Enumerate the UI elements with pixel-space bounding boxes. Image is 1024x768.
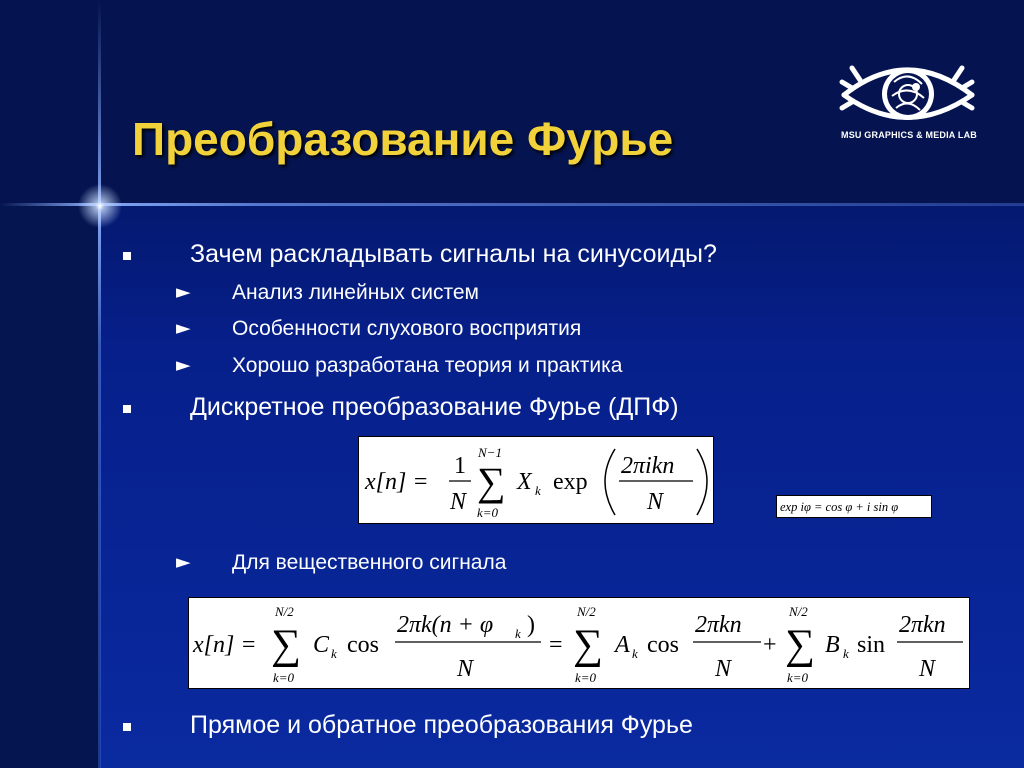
left-band: [0, 205, 100, 768]
formula-lhs: x[n] =: [365, 469, 429, 495]
formula-arg-num: 2πikn: [621, 453, 675, 479]
formula-b: B: [825, 632, 840, 658]
logo-caption: MSU GRAPHICS & MEDIA LAB: [841, 130, 977, 140]
formula-frac-den: N: [450, 489, 467, 515]
formula-sum-bottom: k=0: [273, 670, 295, 685]
arrow-bullet-icon: ►: [176, 551, 191, 573]
bullet-text: Дискретное преобразование Фурье (ДПФ): [190, 393, 679, 421]
sub-item-text: Для вещественного сигнала: [232, 551, 507, 574]
formula-cos: cos: [347, 632, 379, 658]
formula-cos: cos: [647, 632, 679, 658]
real-signal-formula: [188, 597, 970, 689]
formula-frac-num: 1: [454, 453, 466, 479]
formula-num1: 2πk(n + φ: [397, 612, 494, 638]
formula-sum-bottom: k=0: [575, 670, 597, 685]
square-bullet-icon: [123, 405, 131, 413]
formula-c: C: [313, 632, 330, 658]
bullet-text: Зачем раскладывать сигналы на синусоиды?: [190, 240, 717, 268]
arrow-bullet-icon: ►: [176, 281, 191, 303]
formula-arg-den: N: [647, 489, 664, 515]
euler-formula: [776, 495, 932, 518]
formula-term-sub: k: [535, 483, 541, 498]
arrow-bullet-icon: ►: [176, 317, 191, 339]
formula-a-sub: k: [632, 646, 638, 661]
sub-item-text: Особенности слухового восприятия: [232, 317, 582, 340]
formula-den: N: [919, 656, 936, 682]
decorative-horizontal-line: [0, 203, 1024, 206]
formula-den: N: [457, 656, 474, 682]
square-bullet-icon: [123, 252, 131, 260]
formula-b-sub: k: [843, 646, 849, 661]
formula-sin: sin: [857, 632, 886, 658]
formula-func: exp: [553, 469, 588, 495]
bullet-text: Прямое и обратное преобразования Фурье: [190, 711, 693, 739]
formula-num2: 2πkn: [695, 612, 742, 638]
sub-item-text: Хорошо разработана теория и практика: [232, 354, 623, 377]
formula-c-sub: k: [331, 646, 337, 661]
sigma-icon: ∑: [785, 622, 815, 668]
formula-num1-sub: k: [515, 626, 521, 641]
square-bullet-icon: [123, 723, 131, 731]
formula-term: X: [517, 469, 532, 495]
formula-sum-top: N/2: [789, 604, 808, 619]
arrow-bullet-icon: ►: [176, 354, 191, 376]
formula-plus: +: [763, 632, 777, 658]
formula-num1-end: ): [527, 612, 535, 638]
formula-lhs: x[n] =: [193, 632, 257, 658]
slide-title: Преобразование Фурье: [132, 113, 674, 165]
sigma-icon: ∑: [573, 622, 603, 668]
formula-den: N: [715, 656, 732, 682]
decorative-vertical-line: [98, 0, 101, 768]
sub-item-text: Анализ линейных систем: [232, 281, 479, 304]
formula-a: A: [615, 632, 630, 658]
sigma-icon: ∑: [271, 622, 301, 668]
formula-sum-top: N−1: [478, 445, 502, 460]
formula-num3: 2πkn: [899, 612, 946, 638]
dft-formula: [358, 436, 714, 524]
formula-sum-bottom: k=0: [477, 505, 499, 520]
light-flare: [74, 180, 126, 232]
euler-text: exp iφ = cos φ + i sin φ: [780, 500, 899, 514]
formula-sum-bottom: k=0: [787, 670, 809, 685]
formula-sum-top: N/2: [275, 604, 294, 619]
sigma-icon: ∑: [477, 459, 506, 504]
formula-sum-top: N/2: [577, 604, 596, 619]
formula-eq: =: [549, 632, 563, 658]
